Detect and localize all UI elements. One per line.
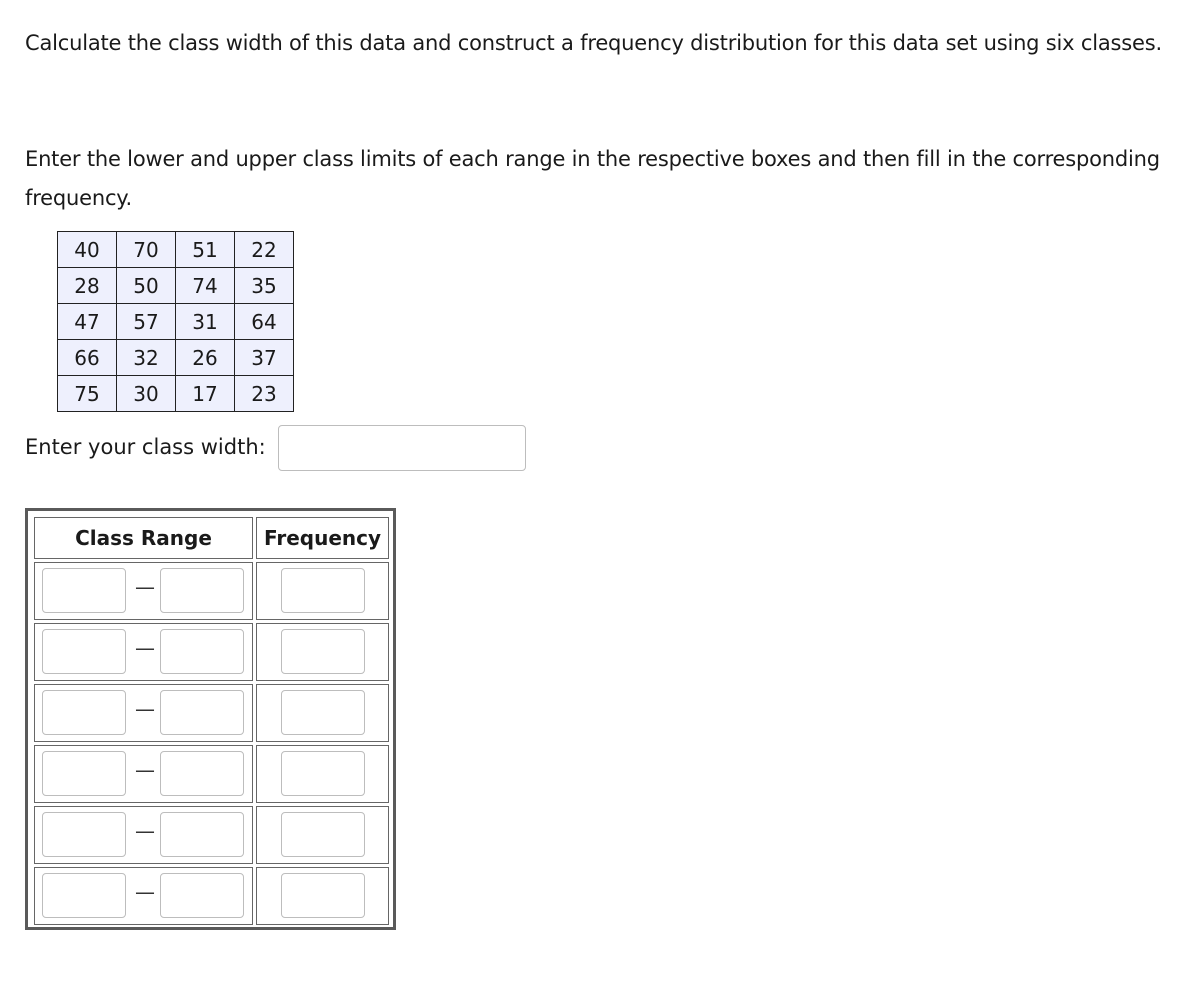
frequency-row [34, 623, 389, 681]
frequency-row [34, 745, 389, 803]
frequency-cell [256, 562, 389, 620]
data-table-row [58, 376, 294, 412]
data-cell: 50 [117, 268, 176, 304]
frequency-row [34, 867, 389, 925]
frequency-cell [256, 806, 389, 864]
class-range-cell [34, 806, 253, 864]
data-table-row [58, 268, 294, 304]
frequency-input[interactable] [281, 568, 365, 613]
data-cell: 22 [235, 232, 294, 268]
frequency-row [34, 806, 389, 864]
class-range-cell [34, 562, 253, 620]
data-cell: 31 [176, 304, 235, 340]
data-cell: 66 [58, 340, 117, 376]
frequency-cell [256, 867, 389, 925]
frequency-cell [256, 745, 389, 803]
class-width-input[interactable] [278, 425, 526, 471]
data-cell: 35 [235, 268, 294, 304]
frequency-row [34, 562, 389, 620]
lower-limit-input[interactable] [42, 568, 126, 613]
range-separator: — [135, 697, 155, 721]
lower-limit-input[interactable] [42, 690, 126, 735]
frequency-row [34, 684, 389, 742]
data-set-table [57, 231, 294, 412]
upper-limit-input[interactable] [160, 568, 244, 613]
data-table-row [58, 340, 294, 376]
data-cell: 75 [58, 376, 117, 412]
data-table-row [58, 232, 294, 268]
class-range-cell [34, 684, 253, 742]
upper-limit-input[interactable] [160, 873, 244, 918]
range-separator: — [135, 819, 155, 843]
data-cell: 70 [117, 232, 176, 268]
data-cell: 28 [58, 268, 117, 304]
data-cell: 23 [235, 376, 294, 412]
upper-limit-input[interactable] [160, 690, 244, 735]
class-range-cell [34, 745, 253, 803]
data-cell: 37 [235, 340, 294, 376]
frequency-header: Frequency [256, 517, 389, 559]
upper-limit-input[interactable] [160, 629, 244, 674]
frequency-input[interactable] [281, 690, 365, 735]
lower-limit-input[interactable] [42, 812, 126, 857]
data-cell: 64 [235, 304, 294, 340]
frequency-input[interactable] [281, 812, 365, 857]
data-cell: 57 [117, 304, 176, 340]
frequency-cell [256, 623, 389, 681]
range-separator: — [135, 636, 155, 660]
instruction-limits: Enter the lower and upper class limits of each range in the respective boxes and then fill in the corresponding frequency. [25, 147, 1160, 210]
data-cell: 51 [176, 232, 235, 268]
frequency-input[interactable] [281, 629, 365, 674]
lower-limit-input[interactable] [42, 629, 126, 674]
range-separator: — [135, 575, 155, 599]
frequency-distribution-table [25, 508, 396, 930]
class-range-cell [34, 623, 253, 681]
data-cell: 26 [176, 340, 235, 376]
data-cell: 17 [176, 376, 235, 412]
range-separator: — [135, 880, 155, 904]
data-cell: 32 [117, 340, 176, 376]
frequency-input[interactable] [281, 751, 365, 796]
data-cell: 30 [117, 376, 176, 412]
data-table-row [58, 304, 294, 340]
class-width-label: Enter your class width: [25, 435, 266, 459]
lower-limit-input[interactable] [42, 751, 126, 796]
data-cell: 74 [176, 268, 235, 304]
upper-limit-input[interactable] [160, 812, 244, 857]
class-range-header: Class Range [34, 517, 253, 559]
upper-limit-input[interactable] [160, 751, 244, 796]
frequency-input[interactable] [281, 873, 365, 918]
instruction-class-width: Calculate the class width of this data and construct a frequency distribution for this data set using six classes. [25, 31, 1162, 55]
range-separator: — [135, 758, 155, 782]
lower-limit-input[interactable] [42, 873, 126, 918]
data-cell: 40 [58, 232, 117, 268]
data-cell: 47 [58, 304, 117, 340]
frequency-cell [256, 684, 389, 742]
class-range-cell [34, 867, 253, 925]
